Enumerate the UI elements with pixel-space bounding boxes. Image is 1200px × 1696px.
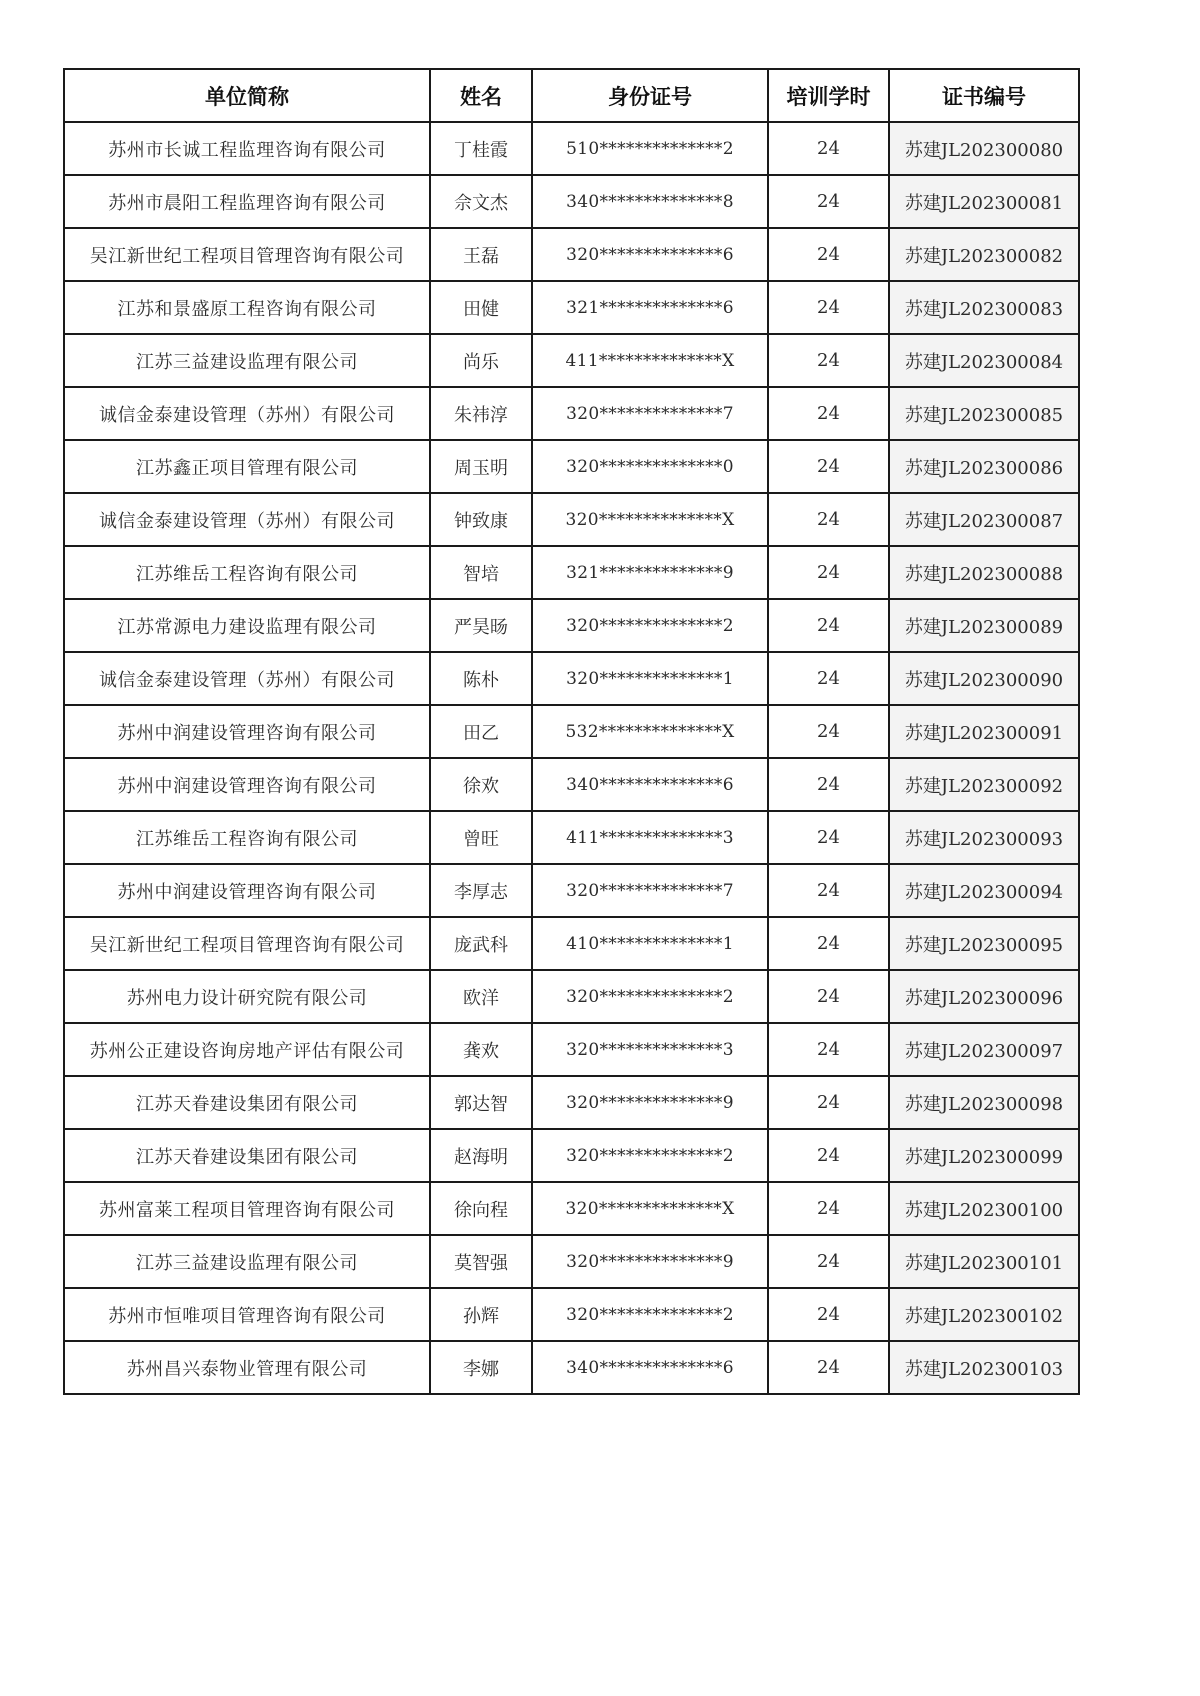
- cell-certificate-number: 苏建JL202300087: [889, 493, 1079, 546]
- cell-training-hours: 24: [768, 175, 889, 228]
- cell-unit: 吴江新世纪工程项目管理咨询有限公司: [64, 917, 430, 970]
- cell-name: 曾旺: [430, 811, 532, 864]
- cell-name: 周玉明: [430, 440, 532, 493]
- cell-training-hours: 24: [768, 1235, 889, 1288]
- table-row: [64, 175, 1079, 228]
- cell-id-number: 320**************7: [532, 387, 768, 440]
- cell-certificate-number: 苏建JL202300100: [889, 1182, 1079, 1235]
- cell-id-number: 321**************9: [532, 546, 768, 599]
- cell-unit: 苏州市晨阳工程监理咨询有限公司: [64, 175, 430, 228]
- cell-unit: 江苏常源电力建设监理有限公司: [64, 599, 430, 652]
- table-row: [64, 811, 1079, 864]
- header-training-hours: 培训学时: [768, 69, 889, 122]
- table-row: [64, 228, 1079, 281]
- cell-unit: 江苏三益建设监理有限公司: [64, 1235, 430, 1288]
- cell-name: 尚乐: [430, 334, 532, 387]
- cell-training-hours: 24: [768, 970, 889, 1023]
- cell-certificate-number: 苏建JL202300094: [889, 864, 1079, 917]
- cell-id-number: 340**************8: [532, 175, 768, 228]
- cell-certificate-number: 苏建JL202300082: [889, 228, 1079, 281]
- cell-training-hours: 24: [768, 387, 889, 440]
- cell-name: 田健: [430, 281, 532, 334]
- cell-certificate-number: 苏建JL202300080: [889, 122, 1079, 175]
- table-row: [64, 1182, 1079, 1235]
- cell-name: 欧洋: [430, 970, 532, 1023]
- cell-name: 智培: [430, 546, 532, 599]
- cell-training-hours: 24: [768, 652, 889, 705]
- table-row: [64, 387, 1079, 440]
- cell-id-number: 321**************6: [532, 281, 768, 334]
- table-row: [64, 1341, 1079, 1394]
- table-row: [64, 1129, 1079, 1182]
- cell-certificate-number: 苏建JL202300081: [889, 175, 1079, 228]
- cell-unit: 吴江新世纪工程项目管理咨询有限公司: [64, 228, 430, 281]
- table-row: [64, 652, 1079, 705]
- cell-certificate-number: 苏建JL202300083: [889, 281, 1079, 334]
- cell-id-number: 320**************1: [532, 652, 768, 705]
- cell-unit: 江苏鑫正项目管理有限公司: [64, 440, 430, 493]
- header-certificate-number: 证书编号: [889, 69, 1079, 122]
- table-body: [64, 122, 1079, 1394]
- cell-id-number: 320**************7: [532, 864, 768, 917]
- cell-id-number: 320**************9: [532, 1235, 768, 1288]
- cell-certificate-number: 苏建JL202300103: [889, 1341, 1079, 1394]
- cell-unit: 苏州中润建设管理咨询有限公司: [64, 705, 430, 758]
- cell-unit: 江苏三益建设监理有限公司: [64, 334, 430, 387]
- table-row: [64, 758, 1079, 811]
- cell-training-hours: 24: [768, 864, 889, 917]
- cell-training-hours: 24: [768, 811, 889, 864]
- cell-training-hours: 24: [768, 334, 889, 387]
- cell-unit: 诚信金泰建设管理（苏州）有限公司: [64, 387, 430, 440]
- cell-unit: 江苏天眷建设集团有限公司: [64, 1129, 430, 1182]
- cell-training-hours: 24: [768, 1182, 889, 1235]
- cell-certificate-number: 苏建JL202300084: [889, 334, 1079, 387]
- table-row: [64, 281, 1079, 334]
- table-row: [64, 546, 1079, 599]
- table-row: [64, 493, 1079, 546]
- table-row: [64, 705, 1079, 758]
- cell-training-hours: 24: [768, 1076, 889, 1129]
- cell-name: 庞武科: [430, 917, 532, 970]
- cell-id-number: 340**************6: [532, 758, 768, 811]
- cell-id-number: 320**************6: [532, 228, 768, 281]
- cell-training-hours: 24: [768, 493, 889, 546]
- cell-id-number: 410**************1: [532, 917, 768, 970]
- table-row: [64, 1235, 1079, 1288]
- cell-unit: 诚信金泰建设管理（苏州）有限公司: [64, 493, 430, 546]
- cell-name: 莫智强: [430, 1235, 532, 1288]
- cell-certificate-number: 苏建JL202300102: [889, 1288, 1079, 1341]
- cell-training-hours: 24: [768, 122, 889, 175]
- cell-training-hours: 24: [768, 917, 889, 970]
- cell-name: 王磊: [430, 228, 532, 281]
- training-certificate-sheet: [63, 68, 1078, 1395]
- cell-training-hours: 24: [768, 228, 889, 281]
- header-unit: 单位简称: [64, 69, 430, 122]
- cell-unit: 苏州市长诚工程监理咨询有限公司: [64, 122, 430, 175]
- header-id-number: 身份证号: [532, 69, 768, 122]
- table-row: [64, 599, 1079, 652]
- table-row: [64, 122, 1079, 175]
- cell-unit: 苏州中润建设管理咨询有限公司: [64, 758, 430, 811]
- cell-name: 郭达智: [430, 1076, 532, 1129]
- cell-name: 徐欢: [430, 758, 532, 811]
- cell-unit: 诚信金泰建设管理（苏州）有限公司: [64, 652, 430, 705]
- header-row: [64, 69, 1079, 122]
- cell-training-hours: 24: [768, 1288, 889, 1341]
- cell-certificate-number: 苏建JL202300086: [889, 440, 1079, 493]
- table-header: [64, 69, 1079, 122]
- table-row: [64, 334, 1079, 387]
- cell-name: 徐向程: [430, 1182, 532, 1235]
- cell-unit: 苏州中润建设管理咨询有限公司: [64, 864, 430, 917]
- cell-unit: 苏州电力设计研究院有限公司: [64, 970, 430, 1023]
- table-row: [64, 970, 1079, 1023]
- cell-unit: 苏州富莱工程项目管理咨询有限公司: [64, 1182, 430, 1235]
- cell-certificate-number: 苏建JL202300099: [889, 1129, 1079, 1182]
- cell-unit: 江苏维岳工程咨询有限公司: [64, 811, 430, 864]
- cell-id-number: 510**************2: [532, 122, 768, 175]
- cell-certificate-number: 苏建JL202300096: [889, 970, 1079, 1023]
- cell-id-number: 340**************6: [532, 1341, 768, 1394]
- cell-certificate-number: 苏建JL202300093: [889, 811, 1079, 864]
- cell-training-hours: 24: [768, 1341, 889, 1394]
- cell-certificate-number: 苏建JL202300091: [889, 705, 1079, 758]
- cell-name: 李厚志: [430, 864, 532, 917]
- cell-training-hours: 24: [768, 440, 889, 493]
- cell-certificate-number: 苏建JL202300088: [889, 546, 1079, 599]
- cell-name: 朱祎淳: [430, 387, 532, 440]
- cell-training-hours: 24: [768, 599, 889, 652]
- certificate-table: [63, 68, 1080, 1395]
- table-row: [64, 864, 1079, 917]
- table-row: [64, 1023, 1079, 1076]
- cell-training-hours: 24: [768, 705, 889, 758]
- cell-certificate-number: 苏建JL202300098: [889, 1076, 1079, 1129]
- table-row: [64, 1076, 1079, 1129]
- header-name: 姓名: [430, 69, 532, 122]
- cell-name: 陈朴: [430, 652, 532, 705]
- cell-name: 钟致康: [430, 493, 532, 546]
- cell-certificate-number: 苏建JL202300089: [889, 599, 1079, 652]
- cell-training-hours: 24: [768, 1129, 889, 1182]
- cell-name: 丁桂霞: [430, 122, 532, 175]
- cell-name: 佘文杰: [430, 175, 532, 228]
- cell-id-number: 411**************X: [532, 334, 768, 387]
- cell-id-number: 320**************X: [532, 1182, 768, 1235]
- cell-name: 田乙: [430, 705, 532, 758]
- cell-training-hours: 24: [768, 1023, 889, 1076]
- cell-training-hours: 24: [768, 281, 889, 334]
- cell-unit: 江苏和景盛原工程咨询有限公司: [64, 281, 430, 334]
- cell-certificate-number: 苏建JL202300090: [889, 652, 1079, 705]
- cell-unit: 江苏天眷建设集团有限公司: [64, 1076, 430, 1129]
- cell-training-hours: 24: [768, 758, 889, 811]
- cell-unit: 苏州市恒唯项目管理咨询有限公司: [64, 1288, 430, 1341]
- cell-id-number: 320**************2: [532, 599, 768, 652]
- cell-id-number: 320**************0: [532, 440, 768, 493]
- table-row: [64, 440, 1079, 493]
- cell-unit: 江苏维岳工程咨询有限公司: [64, 546, 430, 599]
- cell-certificate-number: 苏建JL202300092: [889, 758, 1079, 811]
- cell-certificate-number: 苏建JL202300101: [889, 1235, 1079, 1288]
- cell-name: 龚欢: [430, 1023, 532, 1076]
- cell-id-number: 320**************2: [532, 1288, 768, 1341]
- cell-id-number: 532**************X: [532, 705, 768, 758]
- cell-id-number: 320**************9: [532, 1076, 768, 1129]
- cell-unit: 苏州昌兴泰物业管理有限公司: [64, 1341, 430, 1394]
- cell-id-number: 320**************3: [532, 1023, 768, 1076]
- cell-id-number: 320**************X: [532, 493, 768, 546]
- cell-name: 赵海明: [430, 1129, 532, 1182]
- cell-certificate-number: 苏建JL202300085: [889, 387, 1079, 440]
- table-row: [64, 917, 1079, 970]
- cell-name: 孙辉: [430, 1288, 532, 1341]
- cell-name: 李娜: [430, 1341, 532, 1394]
- cell-name: 严昊旸: [430, 599, 532, 652]
- cell-id-number: 320**************2: [532, 1129, 768, 1182]
- cell-certificate-number: 苏建JL202300097: [889, 1023, 1079, 1076]
- cell-unit: 苏州公正建设咨询房地产评估有限公司: [64, 1023, 430, 1076]
- table-row: [64, 1288, 1079, 1341]
- cell-training-hours: 24: [768, 546, 889, 599]
- cell-certificate-number: 苏建JL202300095: [889, 917, 1079, 970]
- cell-id-number: 320**************2: [532, 970, 768, 1023]
- cell-id-number: 411**************3: [532, 811, 768, 864]
